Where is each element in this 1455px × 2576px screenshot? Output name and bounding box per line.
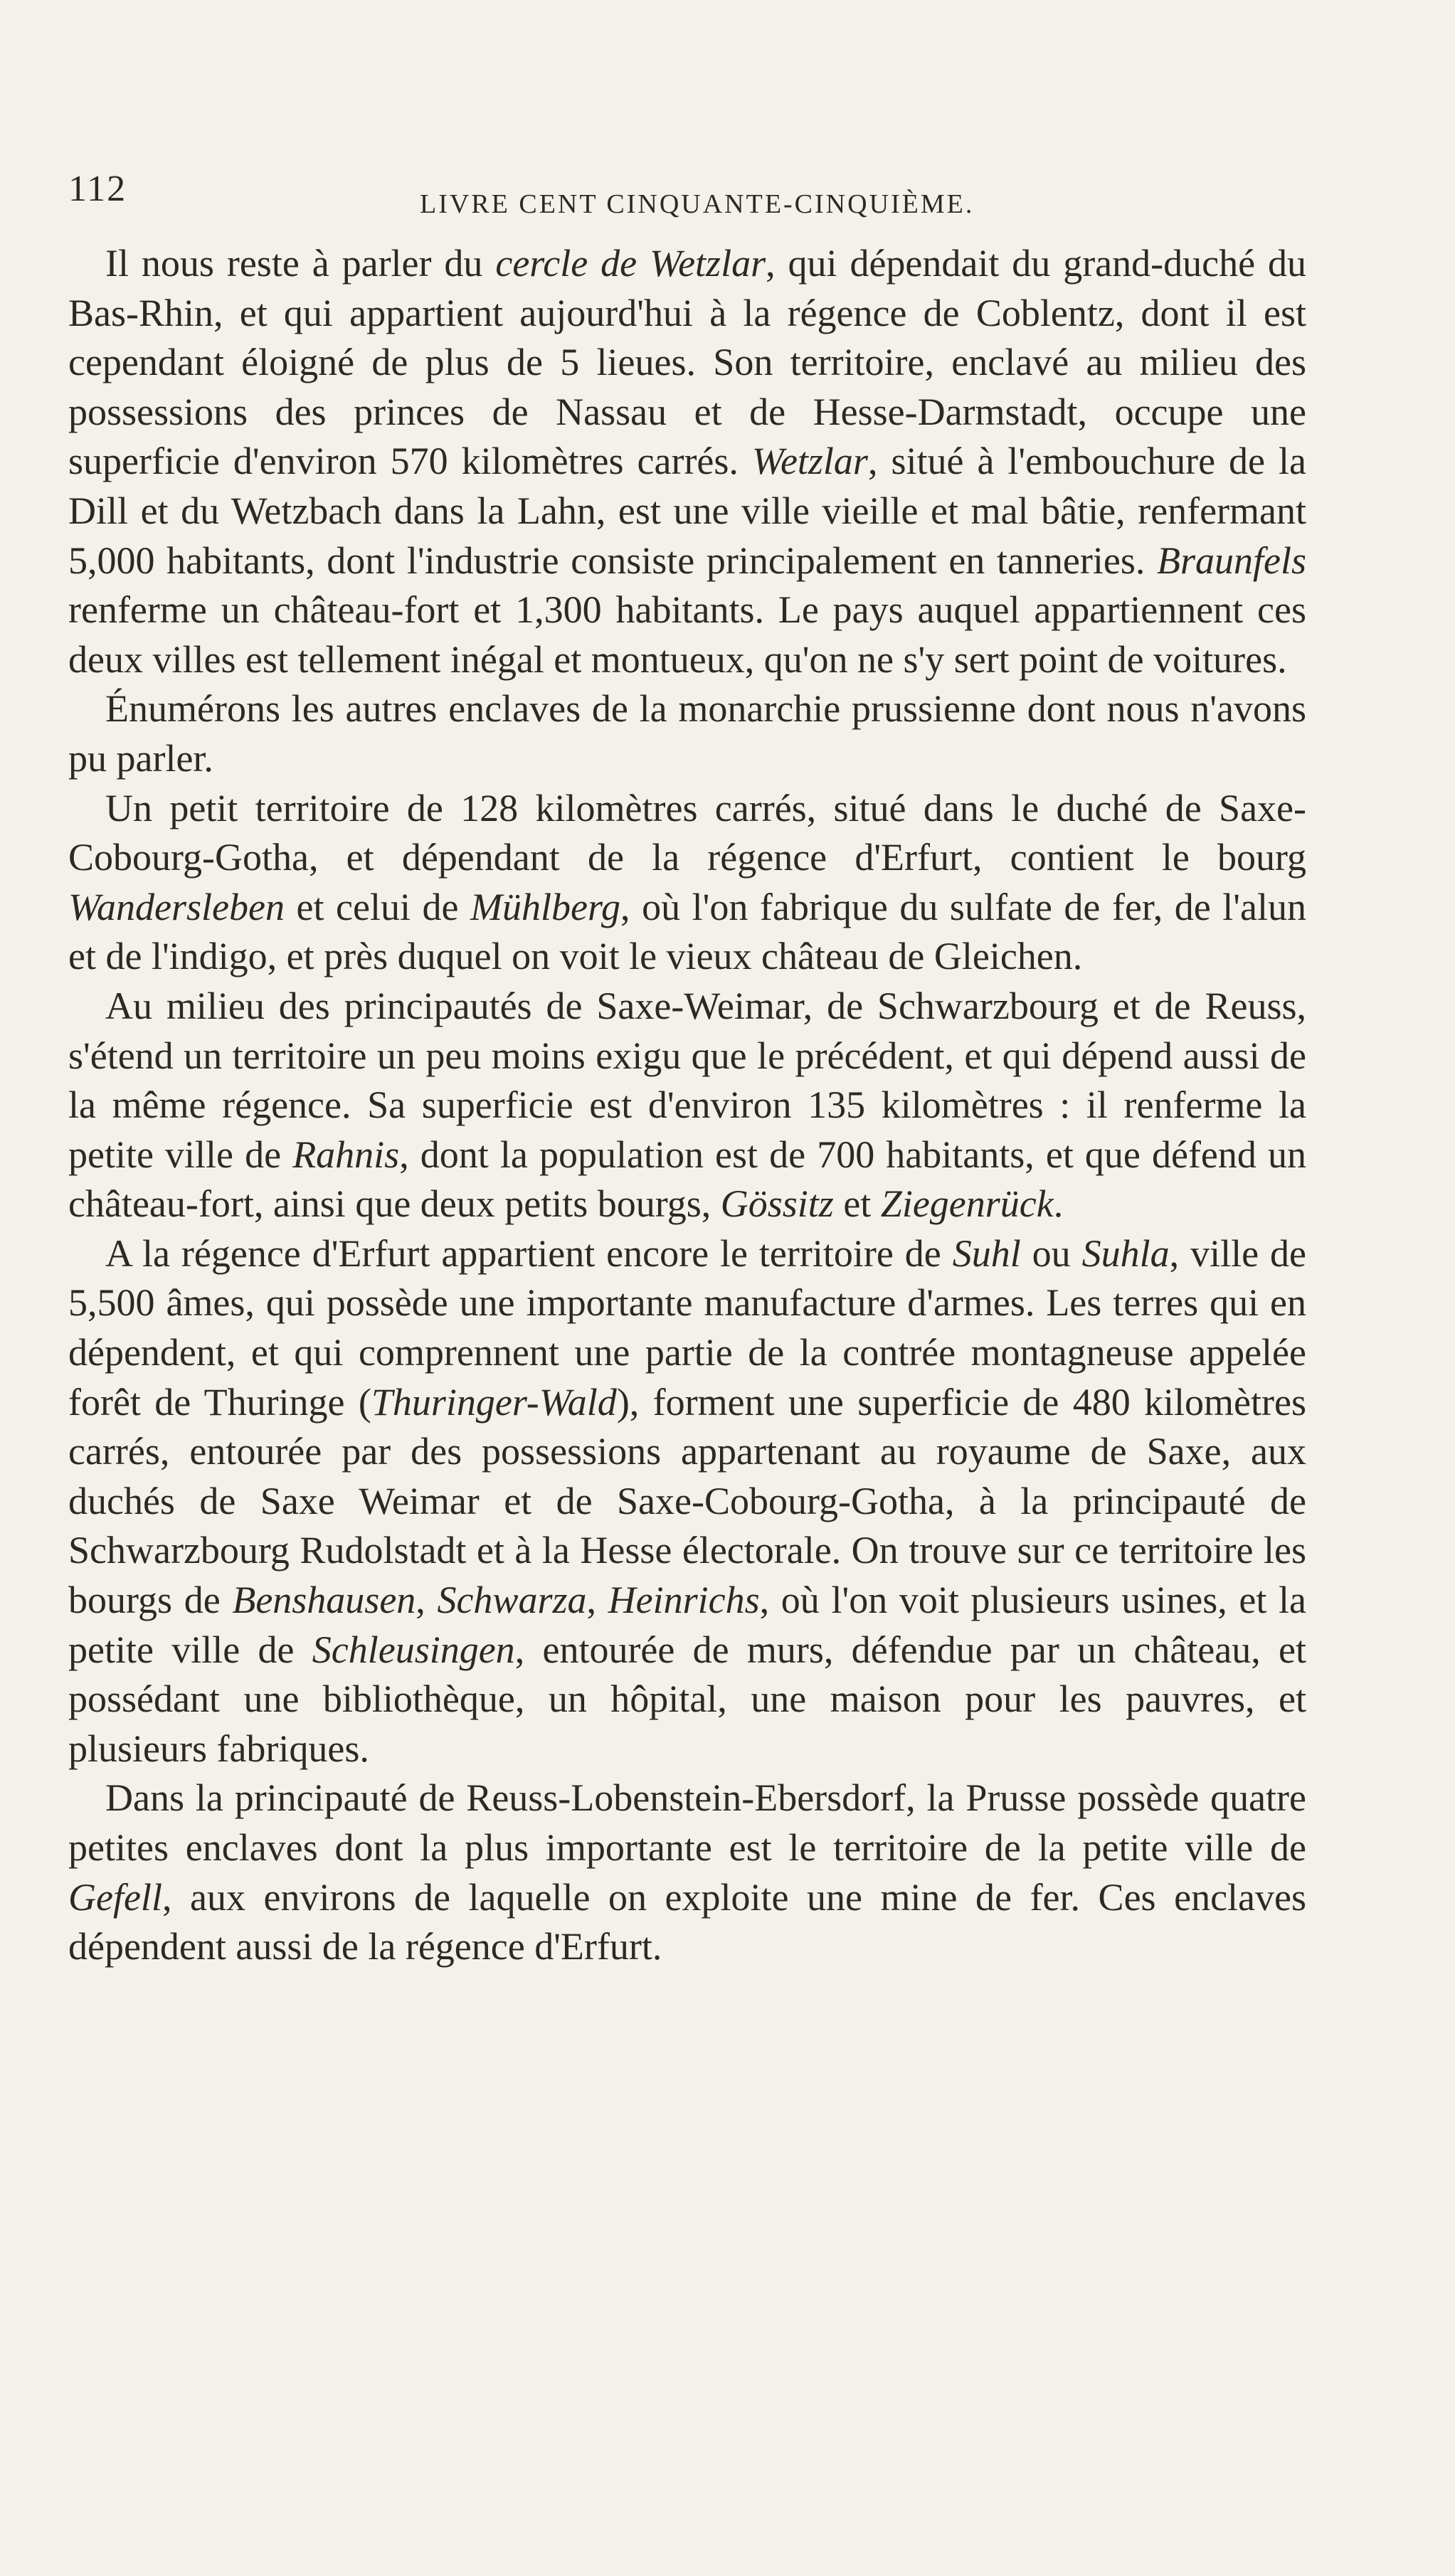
- text-run: et: [833, 1182, 881, 1226]
- italic-place-name: Braunfels: [1157, 539, 1306, 582]
- text-run: , dont la population est de 700 habitants, et que défend un château-fort, ainsi que deux petits bourgs,: [68, 1133, 1307, 1226]
- text-run: A la régence d'Erfurt appartient encore le territoire de: [105, 1231, 953, 1275]
- italic-place-name: Wetzlar: [751, 440, 868, 483]
- paragraph-gefell: [68, 1774, 1306, 1971]
- italic-place-name: Suhla: [1081, 1231, 1170, 1275]
- text-run: Il nous reste à parler du: [105, 242, 496, 285]
- page-number: 112: [68, 169, 127, 209]
- italic-place-name: Rahnis: [292, 1133, 400, 1176]
- paragraph-rahnis: [68, 982, 1306, 1229]
- text-run: ou: [1020, 1231, 1082, 1275]
- text-run: et celui de: [284, 885, 471, 928]
- italic-place-name: Gössitz: [720, 1182, 834, 1226]
- italic-place-name: Suhl: [952, 1231, 1021, 1275]
- text-run: ), forment une superficie de 480 kilomètres carrés, entourée par des possessions appartenant au royaume de Saxe, aux duchés de Saxe Weimar et de Saxe-Cobourg-Gotha, à la principauté de Schwarzbourg Rudolstadt et à la Hesse électorale. On trouve sur ce territoire les bourgs de: [68, 1380, 1306, 1622]
- italic-place-name: Mühlberg: [470, 885, 621, 928]
- paragraph-enclaves-intro: [68, 684, 1306, 783]
- italic-place-name: Benshausen: [232, 1579, 416, 1622]
- italic-place-name: Schwarza: [437, 1579, 587, 1622]
- italic-place-name: Heinrichs: [608, 1579, 760, 1622]
- text-run: , situé à l'embouchure de la Dill et du Wetzbach dans la Lahn, est une ville vieille et mal bâtie, renfermant 5,000 habitants, dont l'industrie consiste principalement en tanneries.: [68, 440, 1306, 582]
- text-run: , où l'on fabrique du sulfate de fer, de l'alun et de l'indigo, et près duquel on voit le vieux château de Gleichen.: [68, 885, 1306, 978]
- paragraph-wandersleben: [68, 784, 1306, 982]
- italic-place-name: cercle de Wetzlar: [495, 242, 766, 285]
- text-run: Au milieu des principautés de Saxe-Weimar, de Schwarzbourg et de Reuss, s'étend un territoire un peu moins exigu que le précédent, et qui dépend aussi de la même régence. Sa superficie est d'environ 135 kilomètres : il renferme la petite ville de: [68, 984, 1306, 1176]
- italic-place-name: Thuringer-Wald: [371, 1380, 617, 1424]
- text-run: Un petit territoire de 128 kilomètres carrés, situé dans le duché de Saxe-Cobourg-Gotha, et dépendant de la régence d'Erfurt, contient le bourg: [68, 786, 1306, 879]
- italic-place-name: Ziegenrück: [880, 1182, 1054, 1226]
- italic-place-name: Schleusingen: [312, 1628, 515, 1671]
- running-title: LIVRE CENT CINQUANTE-CINQUIÈME.: [420, 189, 975, 219]
- text-run: Énumérons les autres enclaves de la monarchie prussienne dont nous n'avons pu parler.: [68, 687, 1306, 780]
- text-run: , qui dépendait du grand-duché du Bas-Rhin, et qui appartient aujourd'hui à la régence de Coblentz, dont il est cependant éloigné de plus de 5 lieues. Son territoire, enclavé au milieu des possessions des princes de Nassau et de Hesse-Darmstadt, occupe une superficie d'environ 570 kilomètres carrés.: [68, 242, 1306, 483]
- text-run: , ville de 5,500 âmes, qui possède une importante manufacture d'armes. Les terres qui en dépendent, et qui comprennent une partie de la contrée montagneuse appelée forêt de Thuringe (: [68, 1231, 1306, 1424]
- text-run: Dans la principauté de Reuss-Lobenstein-Ebersdorf, la Prusse possède quatre petites enclaves dont la plus importante est le territoire de la petite ville de: [68, 1776, 1306, 1869]
- text-run: .: [1053, 1182, 1064, 1226]
- paragraph-wetzlar: [68, 239, 1306, 684]
- text-run: , où l'on voit plusieurs usines, et la petite ville de: [68, 1579, 1306, 1671]
- italic-place-name: Wandersleben: [68, 885, 285, 928]
- paragraph-suhl: [68, 1229, 1306, 1774]
- text-run: ,: [586, 1579, 608, 1622]
- body-text: [68, 239, 1306, 1972]
- text-run: renferme un château-fort et 1,300 habitants. Le pays auquel appartiennent ces deux villes est tellement inégal et montueux, qu'on ne s'y sert point de voitures.: [68, 588, 1306, 681]
- text-run: , aux environs de laquelle on exploite une mine de fer. Ces enclaves dépendent aussi de la régence d'Erfurt.: [68, 1875, 1306, 1968]
- italic-place-name: Gefell: [68, 1875, 162, 1919]
- text-run: ,: [416, 1579, 438, 1622]
- text-run: , entourée de murs, défendue par un château, et possédant une bibliothèque, un hôpital, une maison pour les pauvres, et plusieurs fabriques.: [68, 1628, 1306, 1770]
